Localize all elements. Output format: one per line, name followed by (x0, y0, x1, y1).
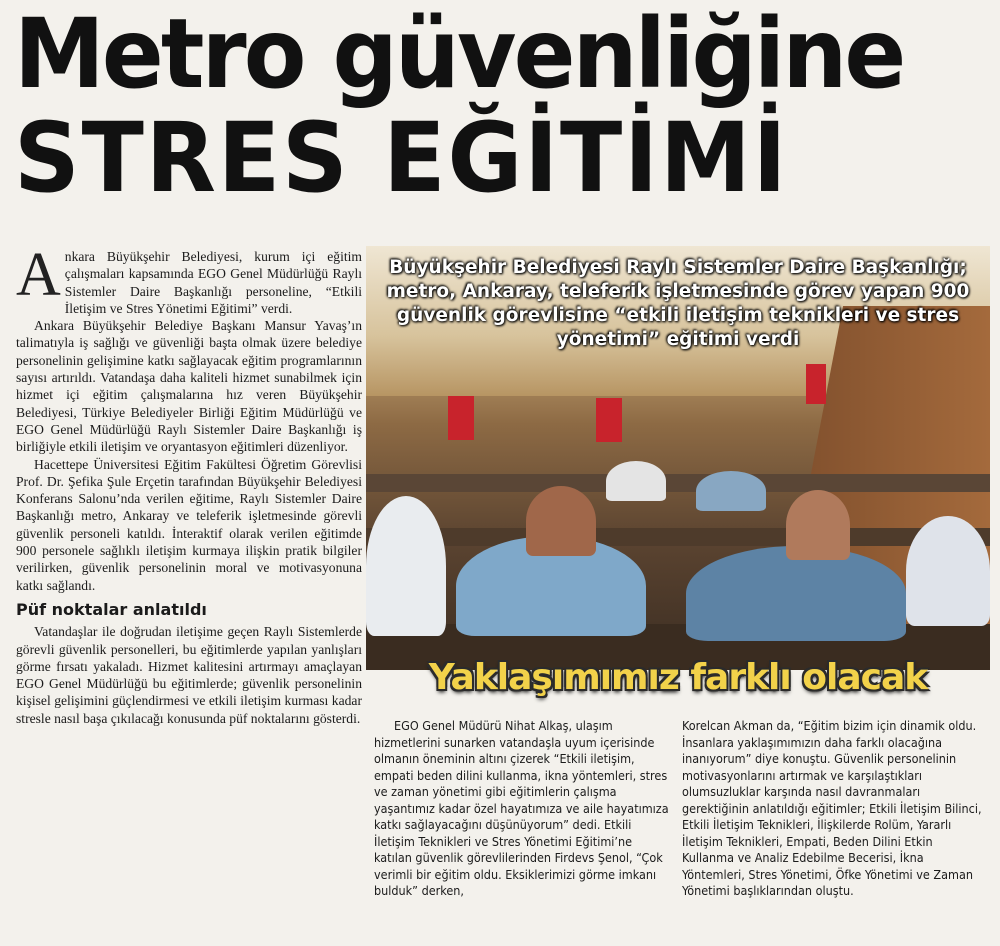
article-paragraph: Hacettepe Üniversitesi Eğitim Fakültesi Öğretim Görevlisi Prof. Dr. Şefika Şule Erçetin tarafından Büyükşehir Belediyesi Konferans Salonu’nda verilen eğitime, Raylı Sistemler Daire Başkanlığı metro, Ankaray ve teleferik işletmesinde görevli güvenlik personeli katıldı. İnteraktif olarak verilen eğitimde 900 personele sağlıklı iletişim kurmaya ilişkin pratik bilgiler verilirken, güvenlik personelinin moral ve motivasyonuna katkı sağlandı. (16, 456, 362, 593)
attendee (906, 516, 990, 626)
article-paragraph: Korelcan Akman da, “Eğitim bizim için dinamik oldu. İnsanlara yaklaşımımızın daha farklı olacağına inanıyorum” diye konuştu. Güvenlik personelinin motivasyonlarını artırmak ve karşılaştıkları olumsuzluklar karşında nasıl davranmaları gerektiğinin anlatıldığı eğitimler; Etkili İletişim Bilinci, Etkili İletişim Teknikleri, İlişkilerde Rolüm, Yararlı İletişim Teknikleri, Empati, Beden Dilini Etkin Kullanma ve Analiz Edebilme Becerisi, İkna Yöntemleri, Stres Yönetimi, Öfke Yönetimi ve Zaman Yönetimi başlıklarından oluştu. (682, 718, 982, 898)
article-subheading: Püf noktalar anlatıldı (16, 599, 207, 619)
attendee (686, 546, 906, 641)
desk-row (366, 474, 990, 492)
article-paragraph: Vatandaşlar ile doğrudan iletişime geçen Raylı Sistemlerde görevli güvenlik personelleri, bu eğitimlerde yapılan yanlışları görme fırsatı yakaladı. Hizmet kalitesini artırmayı amaçlayan EGO Genel Müdürlüğü bu eğitimlerde; güvenlik personelinin kişisel gelişimini güçlendirmesi ve etkili iletişim kurması kadar stresle nasıl başa çıkılacağı konusunda püf noktalarını gösterdi. (16, 624, 362, 726)
attendee (526, 486, 596, 556)
desk-row (366, 528, 990, 546)
article-paragraph: Ankara Büyükşehir Belediye Başkanı Mansur Yavaş’ın talimatıyla iş sağlığı ve güvenliği başta olmak üzere belediye personelinin gelişimine katkı sağlayacak eğitim programlarının sayısı artırıldı. Vatandaşa daha kaliteli hizmet sunabilmek için hizmet içi eğitim çalışmalarına hız veren Büyükşehir Belediyesi, Türkiye Belediyeler Birliği Eğitim Müdürlüğü ve EGO Genel Müdürlüğü Raylı Sistemler Daire Başkanlığı iş birliğiyle etkili iletişim ve oryantasyon eğitimleri düzenliyor. (16, 318, 362, 455)
headline (14, 0, 994, 214)
article-paragraph (16, 248, 362, 317)
headline-line-1: Metro güvenliğine (14, 0, 904, 110)
photo-caption: Büyükşehir Belediyesi Raylı Sistemler Daire Başkanlığı; metro, Ankaray, teleferik işletmesinde görev yapan 900 güvenlik görevlisine “etkili iletişim teknikleri ve stres yönetimi” eğitimi verdi (386, 257, 970, 350)
left-article-column (16, 248, 362, 938)
turkish-flag-icon (806, 364, 826, 404)
right-article-column (682, 718, 982, 938)
attendee (606, 461, 666, 501)
middle-article-column (374, 718, 670, 938)
turkish-flag-icon (596, 398, 622, 442)
drop-cap: A (16, 248, 61, 309)
attendee (786, 490, 850, 560)
attendee (366, 496, 446, 636)
article-paragraph: EGO Genel Müdürü Nihat Alkaş, ulaşım hizmetlerini sunarken vatandaşla uyum içerisinde olmanın öneminin altını çizerek “Etkili iletişim, empati beden dilini kullanma, ikna yöntemleri, stres ve zaman yönetimi gibi eğitimlerin çalışma yaşantımız kadar özel hayatımıza ve aile hayatımıza katkı sağlayacağını düşünüyorum” dedi. Etkili İletişim Teknikleri ve Stres Yönetimi Eğitimi’ne katılan güvenlik görevlilerinden Firdevs Şenol, “Çok verimli bir eğitim oldu. Eksiklerimizi görme imkanı bulduk” derken, (374, 718, 669, 898)
section-banner: Yaklaşımımız farklı olacak (428, 657, 928, 698)
headline-line-2: STRES EĞİTİMİ (14, 102, 789, 214)
article-paragraph-text: nkara Büyükşehir Belediyesi, kurum içi eğitim çalışmaları kapsamında EGO Genel Müdürlüğü Raylı Sistemler Daire Başkanlığı personeline, “Etkili İletişim ve Stres Yönetimi Eğitimi” verdi. (64, 249, 362, 316)
attendee (696, 471, 766, 511)
turkish-flag-icon (448, 396, 474, 440)
